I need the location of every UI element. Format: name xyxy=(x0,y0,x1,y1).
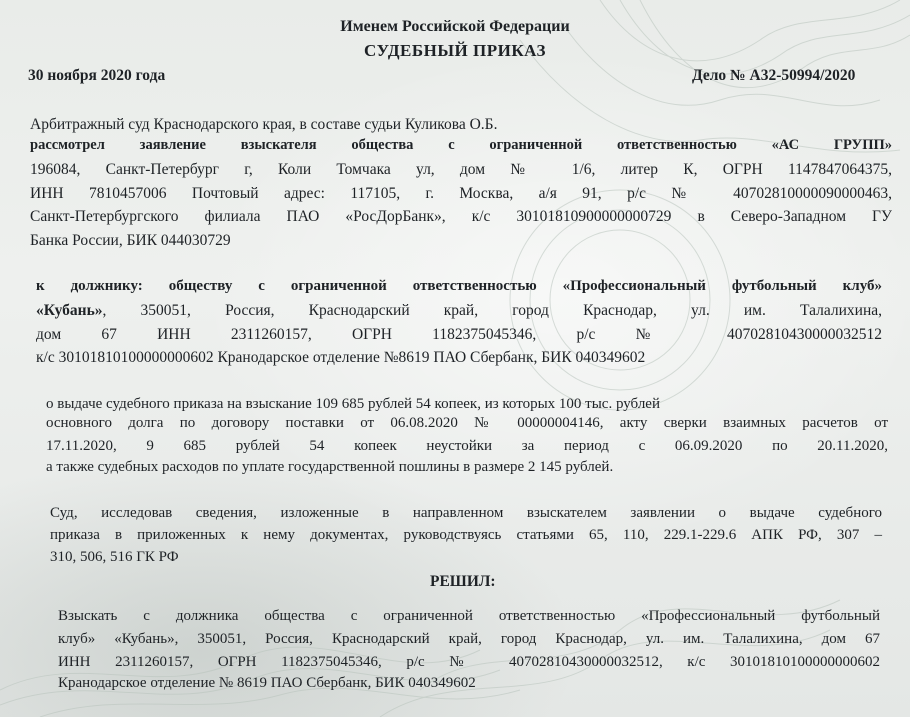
examined-line1: Суд, исследовав сведения, изложенные в направленном взыскателем заявлении о выдаче судебного xyxy=(50,505,882,521)
court-composition: Арбитражный суд Краснодарского края, в составе судьи Куликова О.Б. xyxy=(30,116,498,133)
decision-heading: РЕШИЛ: xyxy=(430,573,496,590)
debtor-line4: к/с 30101810100000000602 Кранодарское отделение №8619 ПАО Сбербанк, БИК 040349602 xyxy=(36,349,646,366)
decision-line3: ИНН 2311260157, ОГРН 1182375045346, р/с № 40702810430000032512, к/с 30101810100000000602 xyxy=(58,654,880,670)
examined-line3: 310, 506, 516 ГК РФ xyxy=(50,549,179,565)
considered-application: рассмотрел заявление взыскателя общества с ограниченной ответственностью «АС ГРУПП» xyxy=(30,137,892,153)
claimant-details-line3: Санкт-Петербургского филиала ПАО «РосДорБанк», к/с 30101810900000000729 в Северо-Западном ГУ xyxy=(30,208,892,225)
document-date: 30 ноября 2020 года xyxy=(28,67,166,84)
decision-line4: Кранодарское отделение № 8619 ПАО Сбербанк, БИК 040349602 xyxy=(58,675,476,691)
decision-line2: клуб» «Кубань», 350051, Россия, Краснодарский край, город Краснодар, ул. им. Талалихина, дом 67 xyxy=(58,631,880,647)
claim-line2: основного долга по договору поставки от 06.08.2020 № 00000004146, акту сверки взаимных расчетов от xyxy=(46,415,888,431)
decision-line1: Взыскать с должника общества с ограниченной ответственностью «Профессиональный футбольный xyxy=(58,608,880,624)
debtor-club-name: «Кубань» xyxy=(36,302,103,319)
claim-line1: о выдаче судебного приказа на взыскание 109 685 рублей 54 копеек, из которых 100 тыс. рублей xyxy=(46,396,660,412)
debtor-line1: к должнику: обществу с ограниченной ответственностью «Профессиональный футбольный клуб» xyxy=(36,278,882,294)
examined-line2: приказа в приложенных к нему документах, руководствуясь статьями 65, 110, 229.1-229.6 АПК РФ, 307 – xyxy=(50,527,882,543)
header-title-line1: Именем Российской Федерации xyxy=(340,18,570,35)
debtor-address: , 350051, Россия, Краснодарский край, город Краснодар, ул. им. Талалихина, xyxy=(102,302,882,319)
case-number: Дело № А32-50994/2020 xyxy=(692,67,856,84)
debtor-line2 xyxy=(36,301,882,320)
header-title-line2: СУДЕБНЫЙ ПРИКАЗ xyxy=(364,41,546,60)
claim-line4: а также судебных расходов по уплате государственной пошлины в размере 2 145 рублей. xyxy=(46,459,614,475)
claimant-details-line1: 196084, Санкт-Петербург г, Коли Томчака ул, дом № 1/6, литер К, ОГРН 1147847064375, xyxy=(30,161,892,178)
claimant-details-line4: Банка России, БИК 044030729 xyxy=(30,232,231,249)
claim-line3: 17.11.2020, 9 685 рублей 54 копеек неустойки за период с 06.09.2020 по 20.11.2020, xyxy=(46,438,888,454)
claimant-details-line2: ИНН 7810457006 Почтовый адрес: 117105, г. Москва, а/я 91, р/с № 40702810000090000463, xyxy=(30,185,892,202)
debtor-line3: дом 67 ИНН 2311260157, ОГРН 1182375045346, р/с № 40702810430000032512 xyxy=(36,326,882,343)
